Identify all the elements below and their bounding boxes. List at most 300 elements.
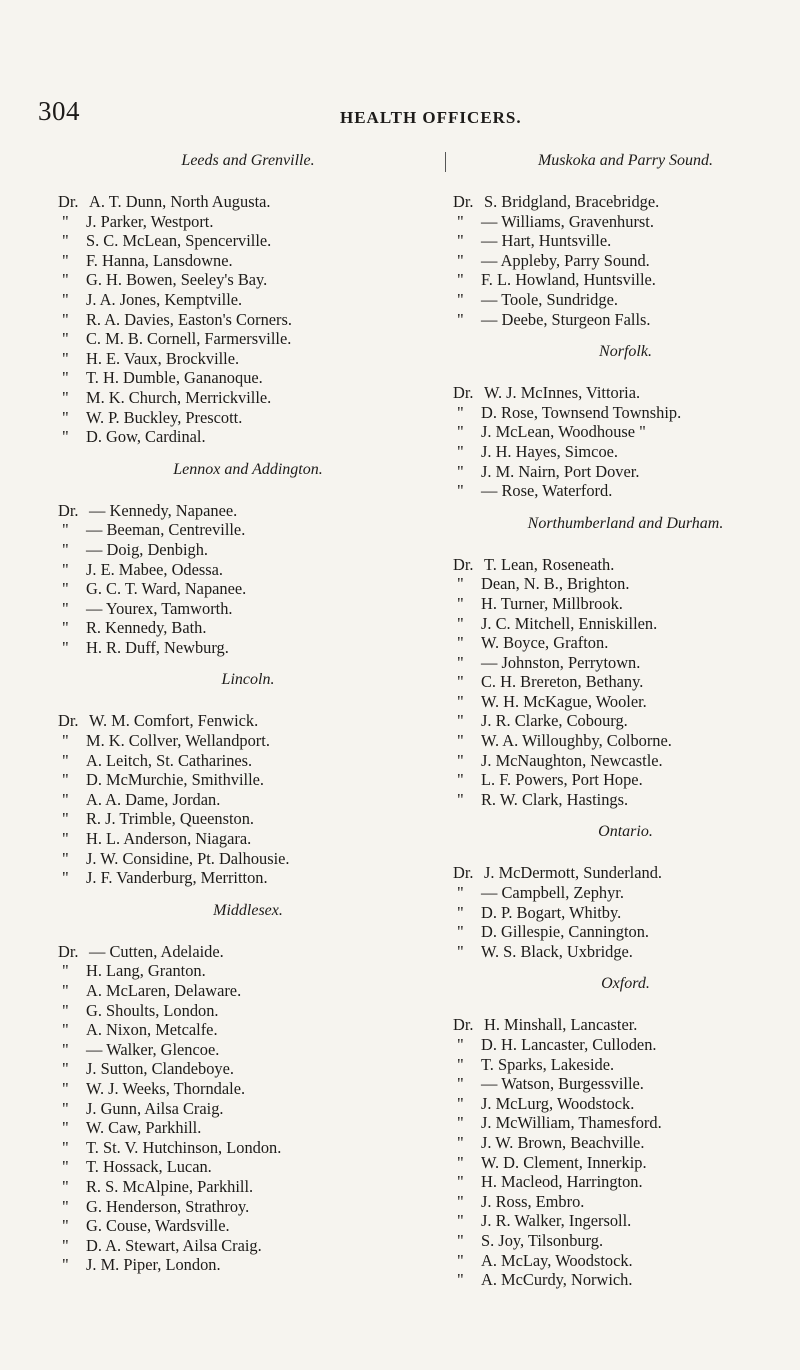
officer-entry <box>453 1172 798 1192</box>
ditto-mark: " <box>62 1020 69 1040</box>
section-leeds-and-grenville <box>58 148 438 447</box>
section-norfolk <box>453 339 798 501</box>
officer-entry <box>453 192 798 212</box>
section-lennox-and-addington <box>58 457 438 658</box>
ditto-mark: " <box>457 1093 464 1113</box>
officer-entry <box>58 520 438 540</box>
officer-entry <box>58 1099 438 1119</box>
officer-name-location: W. S. Black, Uxbridge. <box>481 941 633 961</box>
officer-name-location: W. P. Buckley, Prescott. <box>86 407 243 427</box>
ditto-mark: " <box>457 672 464 692</box>
officer-entry <box>453 251 798 271</box>
ditto-mark: " <box>62 961 69 981</box>
officer-entry <box>58 270 438 290</box>
officer-name-location: H. R. Duff, Newburg. <box>86 637 229 657</box>
ditto-mark: " <box>457 1270 464 1290</box>
officer-entry <box>58 868 438 888</box>
ditto-mark: " <box>62 981 69 1000</box>
officer-entry <box>453 594 798 614</box>
officer-entry <box>453 790 798 810</box>
ditto-mark: " <box>457 1211 464 1231</box>
officer-list <box>453 1015 798 1289</box>
officer-list <box>58 501 438 658</box>
officer-name-location: D. H. Lancaster, Culloden. <box>481 1035 657 1054</box>
officer-name-location: T. St. V. Hutchinson, London. <box>86 1137 282 1157</box>
ditto-mark: " <box>62 848 69 868</box>
section-title: Northumberland and Durham. <box>527 514 724 532</box>
officer-entry <box>453 751 798 771</box>
officer-entry <box>58 790 438 810</box>
officer-entry <box>58 290 438 310</box>
officer-name-location: J. R. Walker, Ingersoll. <box>481 1211 632 1231</box>
officer-entry <box>58 1020 438 1040</box>
officer-entry <box>58 540 438 560</box>
officer-entry <box>453 1211 798 1231</box>
ditto-mark: " <box>62 309 69 329</box>
section-title: Leeds and Grenville. <box>181 152 315 169</box>
title-prefix: Dr. <box>58 711 79 731</box>
officer-name-location: J. W. Considine, Pt. Dalhousie. <box>86 848 290 868</box>
ditto-mark: " <box>62 1078 69 1098</box>
officer-entry <box>58 770 438 790</box>
officer-name-location: J. M. Piper, London. <box>86 1255 221 1275</box>
ditto-mark: " <box>457 270 464 290</box>
running-head: HEALTH OFFICERS. <box>340 108 522 127</box>
officer-name-location: J. Ross, Embro. <box>481 1191 585 1211</box>
ditto-mark: " <box>62 231 69 251</box>
ditto-mark: " <box>62 829 69 849</box>
officer-entry <box>58 1040 438 1060</box>
officer-name-location: — Johnston, Perrytown. <box>481 652 641 672</box>
column-divider <box>445 152 446 172</box>
officer-list <box>453 383 798 501</box>
officer-name-location: Dean, N. B., Brighton. <box>481 574 630 594</box>
officer-entry <box>58 1197 438 1217</box>
ditto-mark: " <box>457 250 464 270</box>
title-prefix: Dr. <box>58 941 79 961</box>
officer-entry <box>58 408 438 428</box>
ditto-mark: " <box>457 691 464 711</box>
officer-entry <box>58 1157 438 1177</box>
officer-name-location: J. H. Hayes, Simcoe. <box>481 441 619 461</box>
officer-entry <box>58 751 438 771</box>
ditto-mark: " <box>62 368 69 388</box>
officer-entry <box>58 427 438 447</box>
right-column <box>453 148 798 1290</box>
officer-name-location: D. P. Bogart, Whitby. <box>481 902 622 922</box>
officer-entry <box>58 1001 438 1021</box>
ditto-mark: " <box>62 1216 69 1236</box>
officer-entry <box>58 942 438 962</box>
officer-name-location: J. McDermott, Sunderland. <box>484 863 662 883</box>
officer-entry <box>58 829 438 849</box>
title-prefix: Dr. <box>58 192 79 211</box>
section-title: Middlesex. <box>213 901 283 919</box>
officer-name-location: J. McWilliam, Thamesford. <box>481 1113 662 1133</box>
officer-entry <box>453 403 798 423</box>
officer-entry <box>58 349 438 369</box>
officer-name-location: — Appleby, Parry Sound. <box>481 250 650 270</box>
officer-list <box>58 942 438 1275</box>
ditto-mark: " <box>62 427 69 447</box>
officer-entry <box>58 212 438 232</box>
title-prefix: Dr. <box>453 863 474 883</box>
section-title: Oxford. <box>601 975 650 993</box>
officer-entry <box>58 251 438 271</box>
officer-name-location: G. Shoults, London. <box>86 1000 219 1020</box>
officer-name-location: — Watson, Burgessville. <box>481 1074 644 1094</box>
ditto-mark: " <box>62 1176 69 1196</box>
ditto-mark: " <box>457 1113 464 1133</box>
title-prefix: Dr. <box>453 383 474 403</box>
officer-entry <box>58 329 438 349</box>
section-northumberland-and-durham <box>453 511 798 810</box>
officer-name-location: C. H. Brereton, Bethany. <box>481 672 644 692</box>
officer-entry <box>453 481 798 501</box>
officer-name-location: L. F. Powers, Port Hope. <box>481 770 643 790</box>
section-title: Ontario. <box>598 823 653 841</box>
officer-name-location: W. H. McKague, Wooler. <box>481 691 647 711</box>
ditto-mark: " <box>62 731 69 751</box>
ditto-mark: " <box>62 579 69 599</box>
officer-name-location: S. Bridgland, Bracebridge. <box>484 192 660 211</box>
ditto-mark: " <box>62 1059 69 1079</box>
officer-name-location: H. Macleod, Harrington. <box>481 1172 643 1192</box>
officer-entry <box>453 290 798 310</box>
ditto-mark: " <box>62 1137 69 1157</box>
officer-name-location: A. A. Dame, Jordan. <box>86 789 221 809</box>
ditto-mark: " <box>457 711 464 731</box>
ditto-mark: " <box>457 902 464 922</box>
officer-name-location: R. S. McAlpine, Parkhill. <box>86 1176 254 1196</box>
officer-name-location: — Hart, Huntsville. <box>481 231 612 251</box>
ditto-mark: " <box>457 441 464 461</box>
officer-name-location: — Rose, Waterford. <box>481 481 613 501</box>
officer-entry <box>58 599 438 619</box>
officer-name-location: — Beeman, Centreville. <box>86 520 246 540</box>
officer-name-location: D. A. Stewart, Ailsa Craig. <box>86 1235 262 1255</box>
officer-entry <box>453 1251 798 1271</box>
officer-entry <box>453 731 798 751</box>
officer-name-location: H. Turner, Millbrook. <box>481 593 623 613</box>
ditto-mark: " <box>457 1054 464 1074</box>
officer-entry <box>453 903 798 923</box>
officer-name-location: W. Boyce, Grafton. <box>481 633 609 653</box>
section-ontario <box>453 819 798 961</box>
officer-entry <box>453 574 798 594</box>
officer-entry <box>58 1255 438 1275</box>
officer-name-location: T. Hossack, Lucan. <box>86 1157 212 1177</box>
officer-name-location: — Williams, Gravenhurst. <box>481 211 654 231</box>
ditto-mark: " <box>62 1098 69 1118</box>
ditto-mark: " <box>457 1191 464 1211</box>
officer-name-location: S. C. McLean, Spencerville. <box>86 231 272 251</box>
title-prefix: Dr. <box>58 500 79 520</box>
section-muskoka-and-parry-sound <box>453 148 798 329</box>
officer-entry <box>58 731 438 751</box>
officer-entry <box>58 809 438 829</box>
officer-entry <box>58 310 438 330</box>
section-title: Lennox and Addington. <box>173 460 323 478</box>
officer-name-location: A. Leitch, St. Catharines. <box>86 750 253 770</box>
officer-name-location: J. Gunn, Ailsa Craig. <box>86 1098 224 1118</box>
officer-entry <box>58 961 438 981</box>
ditto-mark: " <box>457 633 464 653</box>
ditto-mark: " <box>457 1035 464 1054</box>
ditto-mark: " <box>457 211 464 231</box>
officer-name-location: G. H. Bowen, Seeley's Bay. <box>86 270 268 290</box>
officer-entry <box>453 1192 798 1212</box>
title-prefix: Dr. <box>453 554 474 574</box>
officer-name-location: A. Nixon, Metcalfe. <box>86 1020 218 1040</box>
officer-entry <box>453 383 798 403</box>
officer-name-location: — Walker, Glencoe. <box>86 1039 220 1059</box>
page-number: 304 <box>38 96 80 126</box>
officer-name-location: R. W. Clark, Hastings. <box>481 789 629 809</box>
officer-list <box>58 192 438 447</box>
officer-list <box>58 711 438 887</box>
title-prefix: Dr. <box>453 192 474 211</box>
officer-name-location: J. E. Mabee, Odessa. <box>86 559 224 579</box>
ditto-mark: " <box>457 941 464 961</box>
ditto-mark: " <box>457 883 464 903</box>
officer-name-location: A. T. Dunn, North Augusta. <box>89 192 271 211</box>
section-title: Norfolk. <box>599 343 652 361</box>
officer-entry <box>453 1133 798 1153</box>
officer-name-location: A. McCurdy, Norwich. <box>481 1270 633 1290</box>
section-title: Lincoln. <box>221 671 275 689</box>
officer-entry <box>453 942 798 962</box>
ditto-mark: " <box>62 868 69 888</box>
officer-name-location: — Yourex, Tamworth. <box>86 598 233 618</box>
ditto-mark: " <box>457 402 464 422</box>
ditto-mark: " <box>62 1235 69 1255</box>
ditto-mark: " <box>457 1132 464 1152</box>
officer-name-location: R. A. Davies, Easton's Corners. <box>86 309 292 329</box>
ditto-mark: " <box>62 348 69 368</box>
section-title: Muskoka and Parry Sound. <box>537 152 714 169</box>
ditto-mark: " <box>457 770 464 790</box>
ditto-mark: " <box>457 481 464 501</box>
ditto-mark: " <box>457 1172 464 1192</box>
left-column <box>58 148 438 1275</box>
officer-entry <box>58 579 438 599</box>
ditto-mark: " <box>62 559 69 579</box>
officer-entry <box>58 1059 438 1079</box>
officer-list <box>453 555 798 810</box>
officer-entry <box>453 1153 798 1173</box>
officer-name-location: C. M. B. Cornell, Farmersville. <box>86 329 292 349</box>
officer-entry <box>58 711 438 731</box>
officer-name-location: S. Joy, Tilsonburg. <box>481 1230 604 1250</box>
officer-entry <box>453 711 798 731</box>
officer-entry <box>453 310 798 330</box>
ditto-mark: " <box>62 1000 69 1020</box>
officer-name-location: T. Lean, Roseneath. <box>484 554 615 574</box>
officer-entry <box>58 638 438 658</box>
officer-entry <box>453 1231 798 1251</box>
officer-entry <box>453 555 798 575</box>
officer-name-location: A. McLaren, Delaware. <box>86 981 242 1000</box>
ditto-mark: " <box>62 1255 69 1275</box>
officer-entry <box>453 1015 798 1035</box>
officer-entry <box>453 633 798 653</box>
ditto-mark: " <box>457 461 464 481</box>
ditto-mark: " <box>457 422 464 442</box>
officer-entry <box>453 863 798 883</box>
officer-entry <box>453 422 798 442</box>
officer-entry <box>58 1079 438 1099</box>
officer-entry <box>453 883 798 903</box>
ditto-mark: " <box>457 231 464 251</box>
officer-name-location: J. McLean, Woodhouse " <box>481 422 646 442</box>
ditto-mark: " <box>457 1250 464 1270</box>
ditto-mark: " <box>62 750 69 770</box>
officer-entry <box>453 614 798 634</box>
officer-name-location: J. Sutton, Clandeboye. <box>86 1059 234 1079</box>
officer-list <box>453 863 798 961</box>
officer-entry <box>453 270 798 290</box>
ditto-mark: " <box>62 770 69 790</box>
ditto-mark: " <box>62 520 69 540</box>
officer-entry <box>58 981 438 1001</box>
ditto-mark: " <box>457 593 464 613</box>
officer-name-location: D. McMurchie, Smithville. <box>86 770 265 790</box>
ditto-mark: " <box>457 922 464 942</box>
officer-entry <box>453 922 798 942</box>
ditto-mark: " <box>62 789 69 809</box>
officer-entry <box>453 672 798 692</box>
officer-name-location: — Doig, Denbigh. <box>86 539 209 559</box>
officer-name-location: — Toole, Sundridge. <box>481 289 618 309</box>
ditto-mark: " <box>457 574 464 594</box>
ditto-mark: " <box>457 309 464 329</box>
officer-name-location: J. M. Nairn, Port Dover. <box>481 461 640 481</box>
officer-name-location: F. L. Howland, Huntsville. <box>481 270 656 290</box>
officer-name-location: J. F. Vanderburg, Merritton. <box>86 868 268 888</box>
ditto-mark: " <box>62 539 69 559</box>
officer-name-location: D. Rose, Townsend Township. <box>481 402 682 422</box>
officer-name-location: J. A. Jones, Kemptville. <box>86 289 243 309</box>
ditto-mark: " <box>62 250 69 270</box>
ditto-mark: " <box>62 1157 69 1177</box>
ditto-mark: " <box>457 1152 464 1172</box>
officer-name-location: J. W. Brown, Beachville. <box>481 1132 645 1152</box>
officer-name-location: G. Henderson, Strathroy. <box>86 1196 250 1216</box>
section-lincoln <box>58 667 438 887</box>
officer-entry <box>58 388 438 408</box>
ditto-mark: " <box>62 407 69 427</box>
officer-name-location: H. L. Anderson, Niagara. <box>86 829 252 849</box>
officer-name-location: D. Gillespie, Cannington. <box>481 922 649 942</box>
officer-entry <box>453 1074 798 1094</box>
ditto-mark: " <box>62 1118 69 1138</box>
ditto-mark: " <box>62 618 69 638</box>
officer-name-location: W. A. Willoughby, Colborne. <box>481 731 672 751</box>
officer-name-location: J. McNaughton, Newcastle. <box>481 750 663 770</box>
officer-name-location: A. McLay, Woodstock. <box>481 1250 633 1270</box>
officer-name-location: M. K. Church, Merrickville. <box>86 387 272 407</box>
officer-entry <box>453 1055 798 1075</box>
section-middlesex <box>58 898 438 1275</box>
officer-entry <box>58 231 438 251</box>
officer-entry <box>58 618 438 638</box>
officer-name-location: J. C. Mitchell, Enniskillen. <box>481 613 658 633</box>
ditto-mark: " <box>457 731 464 751</box>
officer-entry <box>453 1270 798 1290</box>
officer-name-location: G. C. T. Ward, Napanee. <box>86 579 247 599</box>
officer-entry <box>453 653 798 673</box>
officer-name-location: G. Couse, Wardsville. <box>86 1216 230 1236</box>
officer-entry <box>58 501 438 521</box>
officer-entry <box>58 368 438 388</box>
officer-name-location: — Deebe, Sturgeon Falls. <box>481 309 651 329</box>
officer-entry <box>453 692 798 712</box>
officer-name-location: H. Minshall, Lancaster. <box>484 1015 638 1035</box>
officer-name-location: W. Caw, Parkhill. <box>86 1118 202 1138</box>
officer-entry <box>58 849 438 869</box>
ditto-mark: " <box>457 789 464 809</box>
officer-entry <box>58 192 438 212</box>
officer-name-location: H. E. Vaux, Brockville. <box>86 348 240 368</box>
officer-name-location: J. Parker, Westport. <box>86 211 214 231</box>
officer-name-location: W. M. Comfort, Fenwick. <box>89 711 259 731</box>
officer-name-location: R. J. Trimble, Queenston. <box>86 809 255 829</box>
officer-name-location: T. Sparks, Lakeside. <box>481 1054 615 1074</box>
ditto-mark: " <box>62 598 69 618</box>
officer-entry <box>453 442 798 462</box>
ditto-mark: " <box>62 637 69 657</box>
ditto-mark: " <box>457 1230 464 1250</box>
ditto-mark: " <box>62 211 69 231</box>
officer-name-location: W. J. McInnes, Vittoria. <box>484 383 641 403</box>
ditto-mark: " <box>457 289 464 309</box>
ditto-mark: " <box>457 613 464 633</box>
officer-name-location: F. Hanna, Lansdowne. <box>86 250 233 270</box>
officer-name-location: T. H. Dumble, Gananoque. <box>86 368 263 388</box>
officer-entry <box>453 462 798 482</box>
officer-name-location: R. Kennedy, Bath. <box>86 618 207 638</box>
officer-entry <box>453 1113 798 1133</box>
officer-name-location: H. Lang, Granton. <box>86 961 206 981</box>
officer-name-location: W. J. Weeks, Thorndale. <box>86 1078 246 1098</box>
ditto-mark: " <box>62 270 69 290</box>
officer-name-location: J. McLurg, Woodstock. <box>481 1093 635 1113</box>
ditto-mark: " <box>62 1196 69 1216</box>
officer-entry <box>453 1035 798 1055</box>
ditto-mark: " <box>62 809 69 829</box>
officer-name-location: — Kennedy, Napanee. <box>89 500 238 520</box>
officer-entry <box>58 560 438 580</box>
officer-name-location: M. K. Collver, Wellandport. <box>86 731 270 751</box>
section-oxford <box>453 971 798 1289</box>
officer-name-location: D. Gow, Cardinal. <box>86 427 206 447</box>
title-prefix: Dr. <box>453 1015 474 1035</box>
officer-name-location: W. D. Clement, Innerkip. <box>481 1152 647 1172</box>
ditto-mark: " <box>62 329 69 349</box>
officer-entry <box>58 1138 438 1158</box>
officer-entry <box>453 212 798 232</box>
officer-name-location: — Campbell, Zephyr. <box>481 883 624 903</box>
officer-entry <box>453 1094 798 1114</box>
officer-entry <box>58 1216 438 1236</box>
officer-entry <box>453 231 798 251</box>
officer-entry <box>58 1177 438 1197</box>
ditto-mark: " <box>457 1074 464 1094</box>
officer-name-location: — Cutten, Adelaide. <box>89 941 224 961</box>
ditto-mark: " <box>62 289 69 309</box>
ditto-mark: " <box>62 1039 69 1059</box>
